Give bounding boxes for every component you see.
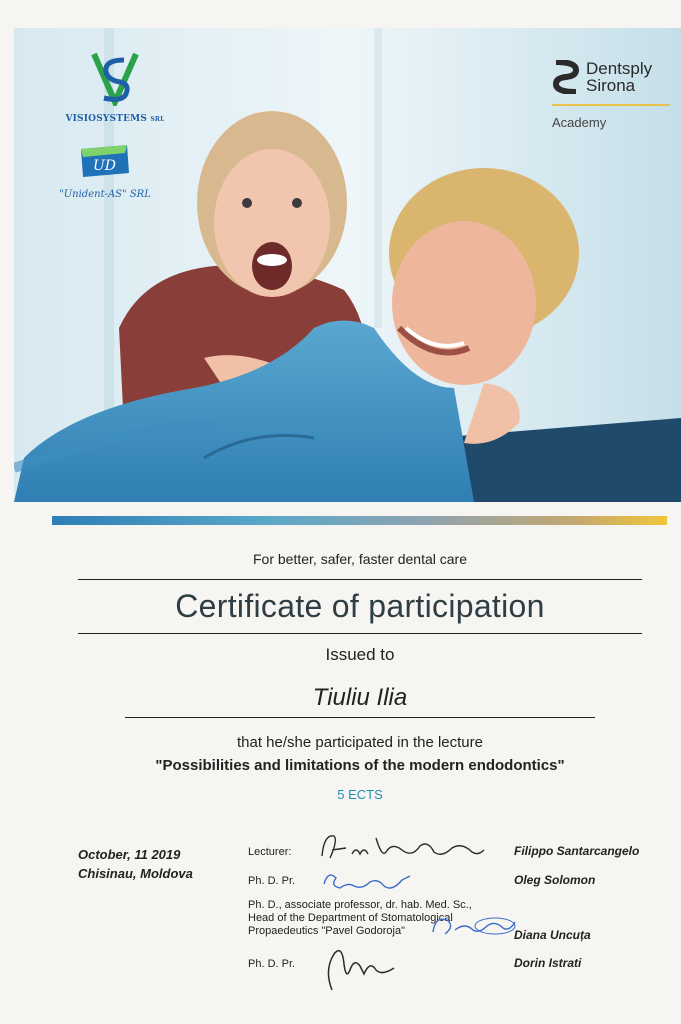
signatory-role-3: Ph. D., associate professor, dr. hab. Med. Sc., Head of the Department of Stomatological Propaedeutics "Pavel Godoroja" — [248, 899, 472, 937]
credits-badge: 5 ECTS — [337, 787, 383, 802]
rule-under-recipient — [125, 717, 595, 718]
date-location — [78, 845, 193, 883]
issue-date: October, 11 2019 — [78, 847, 181, 862]
signatory-name-3: Diana Uncuța — [514, 928, 591, 942]
tagline: For better, safer, faster dental care — [253, 551, 467, 567]
signatory-name-4: Dorin Istrati — [514, 956, 582, 970]
recipient-name: Tiuliu Ilia — [312, 684, 408, 711]
signatory-role-1: Lecturer: — [248, 846, 292, 858]
signatory-role-2: Ph. D. Pr. — [248, 875, 296, 887]
visiosystems-mark-icon — [90, 50, 140, 106]
dentsply-academy: Academy — [552, 115, 607, 130]
signatory-name-2: Oleg Solomon — [514, 873, 596, 887]
color-gradient-bar — [52, 516, 667, 525]
issue-location: Chisinau, Moldova — [78, 866, 193, 881]
dentsply-divider — [552, 104, 670, 106]
signature-santarcangelo — [312, 828, 492, 868]
unident-logo — [50, 143, 160, 200]
certificate-title: Certificate of participation — [175, 588, 545, 624]
participation-statement: that he/she participated in the lecture — [237, 734, 483, 751]
dentsply-mark-icon — [552, 60, 580, 94]
signature-uncuta — [425, 910, 520, 940]
signatory-name-1: Filippo Santarcangelo — [514, 844, 640, 858]
svg-text:UD: UD — [93, 158, 117, 174]
rule-top — [78, 579, 642, 580]
lecture-title: "Possibilities and limitations of the modern endodontics" — [155, 757, 565, 774]
dentsply-brand-line1: Dentsply — [586, 59, 653, 78]
dentsply-brand-line2: Sirona — [586, 76, 636, 95]
signature-solomon — [318, 864, 418, 894]
unident-mark-icon — [79, 143, 131, 179]
visiosystems-logo — [60, 50, 170, 124]
visiosystems-name: VISIOSYSTEMS SRL — [65, 114, 165, 124]
dentsply-sirona-logo — [552, 60, 677, 130]
signatory-role-4: Ph. D. Pr. — [248, 958, 296, 970]
issued-to-label: Issued to — [325, 645, 395, 664]
signature-istrati — [320, 940, 410, 996]
unident-name: "Unident-AS" SRL — [59, 189, 151, 200]
rule-under-title — [78, 633, 642, 634]
